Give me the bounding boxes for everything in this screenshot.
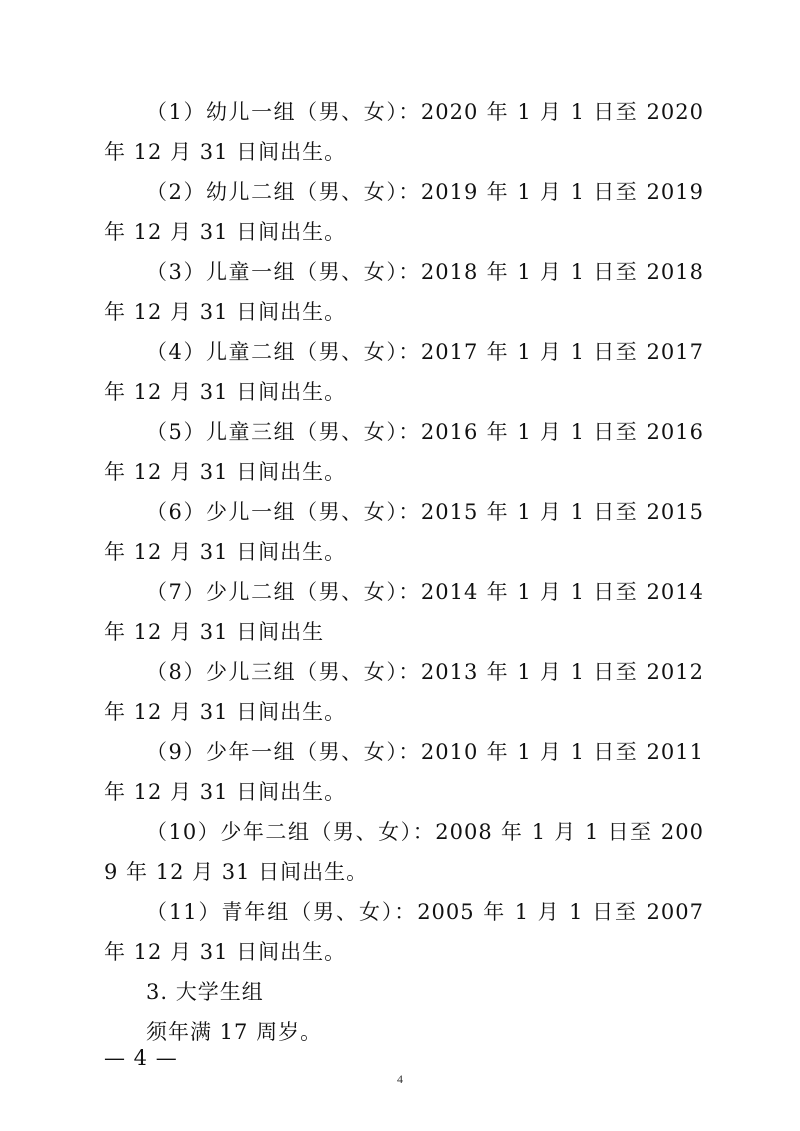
- age-group-item-4: （4）儿童二组（男、女）：2017 年 1 月 1 日至 2017 年 12 月 31 日间出生。: [104, 340, 704, 404]
- age-group-item-6: （6）少儿一组（男、女）：2015 年 1 月 1 日至 2015 年 12 月 31 日间出生。: [104, 500, 704, 564]
- university-age-requirement: 须年满 17 周岁。: [146, 1020, 323, 1044]
- document-body: [104, 92, 704, 1052]
- section-heading-university: 3. 大学生组: [146, 980, 264, 1004]
- age-group-item-1: （1）幼儿一组（男、女）：2020 年 1 月 1 日至 2020 年 12 月 31 日间出生。: [104, 100, 704, 164]
- footer-page-label: — 4 —: [104, 1046, 178, 1070]
- age-group-item-11: （11）青年组（男、女）：2005 年 1 月 1 日至 2007 年 12 月 31 日间出生。: [104, 900, 704, 964]
- age-group-item-10: （10）少年二组（男、女）：2008 年 1 月 1 日至 2009 年 12 月 31 日间出生。: [104, 820, 704, 884]
- page-number: 4: [397, 1072, 403, 1086]
- age-group-item-5: （5）儿童三组（男、女）：2016 年 1 月 1 日至 2016 年 12 月 31 日间出生。: [104, 420, 704, 484]
- age-group-item-2: （2）幼儿二组（男、女）：2019 年 1 月 1 日至 2019 年 12 月 31 日间出生。: [104, 180, 704, 244]
- age-group-item-7: （7）少儿二组（男、女）：2014 年 1 月 1 日至 2014 年 12 月 31 日间出生: [104, 580, 704, 644]
- age-group-item-3: （3）儿童一组（男、女）：2018 年 1 月 1 日至 2018 年 12 月 31 日间出生。: [104, 260, 704, 324]
- age-group-item-9: （9）少年一组（男、女）：2010 年 1 月 1 日至 2011 年 12 月 31 日间出生。: [104, 740, 704, 804]
- age-group-item-8: （8）少儿三组（男、女）：2013 年 1 月 1 日至 2012 年 12 月 31 日间出生。: [104, 660, 704, 724]
